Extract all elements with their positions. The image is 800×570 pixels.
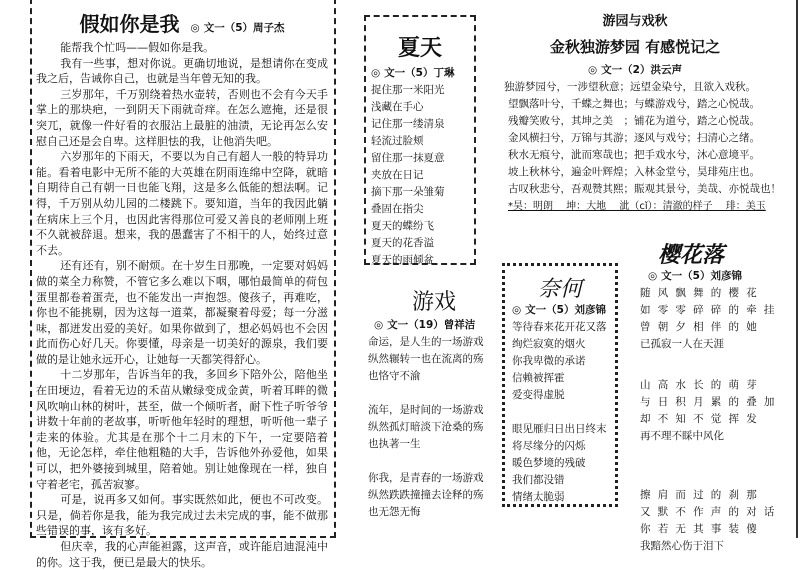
poem-line: 你我，是青春的一场游戏: [368, 472, 484, 484]
poem-line: 等待春来花开花又落: [512, 321, 607, 333]
poem-line: 叠固在指尖: [371, 203, 424, 215]
paragraph: 可是，说再多又如何。事实既然如此，便也不可改变。只是，倘若你是我，能为我完成过去未完成的事，能不做那些错误的事，该有多好。: [36, 493, 328, 538]
poem-line: 又默不作声的对话: [640, 506, 782, 518]
poem-line: 命运，是人生的一场游戏: [368, 336, 484, 348]
poem-autumn-body: [476, 79, 794, 215]
poem-game: [368, 285, 500, 521]
poem-line: 坡上秋林兮，遍金叶辉煌；入林金堂兮，昊琲苑庄也。: [508, 166, 760, 178]
poem-line: 与日积月累的叠加: [640, 396, 782, 408]
poem-autumn-byline: ◎ 文一（2）洪云声: [588, 64, 682, 76]
poem-game-body: [368, 317, 500, 521]
poem-autumn-subtitle: 金秋独游梦园 有感悦记之: [549, 38, 721, 56]
poem-line: 夹放在日记: [371, 169, 424, 181]
poem-line: 古叹秋悲兮，吾观赞其熙；賑观其景兮，美哉、亦悦哉也！: [508, 183, 781, 195]
poem-naihe-byline: ◎ 文一（5）刘彦锦: [512, 304, 606, 316]
poem-autumn-notes: *昊：明朗 坤：大地 泚（cǐ）：清澈的样子 琲：美玉: [508, 201, 766, 212]
poem-line: 也无怨无悔: [368, 506, 421, 518]
paragraph: 还有还有，别不耐烦。在十岁生日那晚，一定要对妈妈做的菜全力称赞，不管它多么难以下咽，哪怕最简单的荷包蛋里都卷着蛋壳，也不能发出一声抱怨。傻孩子，再难吃，你也不能挑剔，因为这每一道菜，都凝聚着母爱；每一分滋味，都迸发出爱的美好。如果你做到了，想必妈妈也不会因此而伤心好几天。你要懂，母亲是一切美好的源泉，我们要做的是让她永远开心，让她每一天都笑得舒心。: [36, 259, 328, 366]
poem-summer-body: [366, 65, 474, 269]
poem-line: 残瓣笑败兮，其坤之美 ；铺花为道兮，踏之心悦哉。: [508, 115, 760, 127]
poem-line: 再不理不睬中风化: [640, 430, 724, 442]
article-main-body: [36, 40, 328, 570]
poem-line: 摘下那一朵雏菊: [371, 186, 445, 198]
poem-line: 记住那一缕清泉: [371, 118, 445, 130]
article-main-header: [36, 8, 328, 38]
poem-line: 擦肩而过的刹那: [640, 489, 764, 501]
poem-line: 留住那一抹夏意: [371, 152, 445, 164]
poem-line: 你若无其事装傻: [640, 523, 764, 535]
poem-line: 捉住那一米阳光: [371, 84, 445, 96]
poem-summer-byline: ◎ 文一（5）丁琳: [371, 67, 455, 79]
poem-sakura-byline: ◎ 文一（5）刘彦锦: [648, 270, 742, 282]
poem-line: 流年，是时间的一场游戏: [368, 404, 484, 416]
poem-game-title: 游戏: [411, 290, 456, 315]
paragraph: 十二岁那年，告诉当年的我，多回乡下陪外公，陪他坐在田埂边，看着无边的禾苗从嫩绿变成金黄，听着耳畔的微风吹响山林的树叶，甚至，做一个倾听者，耐下性子听爷爷讲数十年前的老故事，听听他年轻时的理想，听听他一辈子走来的体验。尤其是在那个十二月末的下午，一定要陪着他，无论怎样，牵住他粗糙的大手，告诉他外孙爱他，如果可以，把外婆接到城里，陪着她。别让她像现在一样，独自守着老宅，孤苦寂寥。: [36, 368, 328, 491]
article-main-byline: ◎ 文一（5）周子杰: [190, 22, 285, 34]
poem-line: 信赖被挥霍: [512, 372, 565, 384]
poem-sakura-title: 樱花落: [658, 242, 725, 268]
poem-autumn: [476, 10, 794, 215]
poem-line: 已孤寂一人在天涯: [640, 338, 724, 350]
poem-line: 山高水长的萌芽: [640, 379, 764, 391]
poem-line: 望飘落叶兮，千蝶之舞也；与蝶游戏兮，踏之心悦哉。: [508, 98, 760, 110]
poem-line: 却不知不觉挥发: [640, 413, 764, 425]
poem-game-byline: ◎ 文一（19）曾祥洁: [374, 319, 476, 331]
poem-line: 独游梦园兮，一涉望秋意；远望金染兮，且欲入戏秋。: [504, 81, 756, 93]
byline-symbol: ◎: [190, 22, 200, 34]
poem-line: 浅藏在手心: [371, 101, 424, 113]
poem-line: 随风飘舞的樱花: [640, 287, 764, 299]
poem-line: 你我卑微的承诺: [512, 355, 586, 367]
poem-line: 纵然孤灯暗淡下沧桑的殇: [368, 421, 484, 433]
poem-line: 夏天的花香溢: [371, 237, 434, 249]
paragraph: 我有一些事，想对你说。更确切地说，是想请你在变成我之后，告诫你自己，也就是当年曾无知的我。: [36, 56, 328, 86]
poem-naihe-title: 奈何: [537, 277, 582, 302]
poem-line: 纵然辗转一也在流离的殇: [368, 353, 484, 365]
poem-line: 如零零碎碎的牵挂: [640, 304, 782, 316]
poem-line: 夏天的蝶纷飞: [371, 220, 434, 232]
poem-line: 将尽缘分的闪烁: [512, 440, 586, 452]
poem-naihe-body: [505, 302, 615, 506]
poem-autumn-title: 游园与戏秋: [602, 14, 668, 29]
poem-line: 夏天的雨倾盆: [371, 254, 434, 266]
poem-line: 轻流过脸颊: [371, 135, 424, 147]
poem-line: 纵然跌跌撞撞去诠释的殇: [368, 489, 484, 501]
poem-line: 金风横扫兮，万锦与其游；逐风与戏兮；扫清心之绪。: [508, 132, 760, 144]
page-border-right: [796, 0, 798, 538]
poem-line: 我黯然心伤于泪下: [640, 540, 724, 552]
poem-line: 眼见雁归日出日终末: [512, 423, 607, 435]
poem-summer: [364, 15, 476, 265]
poem-line: 秋水无痕兮，泚而寒哉也；把手戏水兮，沐心意境平。: [508, 149, 760, 161]
poem-line: 暖色梦境的残破: [512, 457, 586, 469]
poem-sakura: [640, 238, 790, 555]
poem-line: 我们都没错: [512, 474, 565, 486]
poem-sakura-body: [640, 268, 790, 555]
poem-line: 爱变得虚脱: [512, 389, 565, 401]
poem-line: 也恪守不渝: [368, 370, 421, 382]
paragraph: 三岁那年，千万别绕着热水壶转，否则也不会有今天手掌上的那块疤，一到阴天下雨就奇痒。在怎么遮掩，还是很突兀，就像一件好看的衣服沾上最脏的油渍，无论再怎么安慰自己还是会自卑。这样胆怯的我，让他消失吧。: [36, 87, 328, 148]
article-main-title: 假如你是我: [79, 12, 180, 36]
paragraph: 能帮我个忙吗——假如你是我。: [60, 41, 215, 54]
poem-line: 绚烂寂寞的烟火: [512, 338, 586, 350]
article-main: [36, 8, 328, 570]
paragraph: 但庆幸，我的心声能袒露，这声音，或许能启迪混沌中的你。这于我，便已是最大的快乐。: [36, 540, 328, 569]
paragraph: 六岁那年的下雨天，不要以为自己有超人一般的特异功能。看着电影中无所不能的大英雄在阴雨连绵中空降，就暗自期待自己有朝一日也能飞翔，这是多么低能的想法啊。记得，千万别从幼儿园的二楼跳下。要知道，当年的我因此躺在病床上三个月，也因此害得那位可爱又善良的老师刚上班不久就被辞退。想来，我的愚蠢害了不相干的人，始终过意不去。: [36, 150, 328, 257]
poem-line: 曾朝夕相伴的她: [640, 321, 764, 333]
poem-line: 情绪太脆弱: [512, 491, 565, 503]
poem-line: 也执著一生: [368, 438, 421, 450]
poem-naihe: [502, 263, 618, 507]
poem-summer-title: 夏天: [397, 36, 442, 61]
